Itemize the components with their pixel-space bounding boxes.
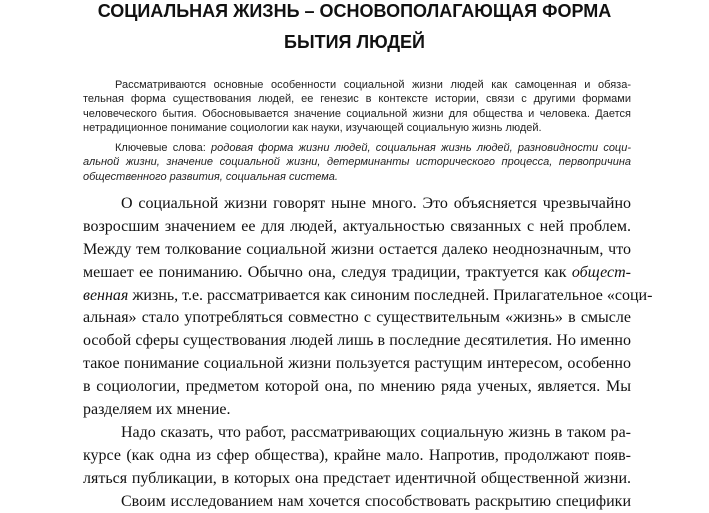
abstract-line: человеческого бытия. Обосновывается значение социальной жизни для общества и человека. Дается <box>83 107 631 120</box>
keywords-list: общественного развития, социальная система. <box>83 170 338 183</box>
body-line <box>83 262 631 285</box>
keywords-label: Ключевые слова: <box>115 142 212 154</box>
body-line: альная» стало употребляться совместно с существительным «жизнь» в смысле <box>83 309 631 327</box>
keywords-list: альной жизни, значение социальной жизни, детерминанты исторического процесса, первопричина <box>83 156 631 169</box>
abstract-line: Рассматриваются основные особенности социальной жизни людей как самоценная и обяза- <box>115 79 631 91</box>
keywords-line <box>83 155 631 169</box>
abstract-line: тельная форма существования людей, ее генезис в контексте истории, связи с другими формами <box>83 93 631 106</box>
body-line <box>83 285 653 308</box>
article-title-line-2: БЫТИЯ ЛЮДЕЙ <box>284 32 425 52</box>
body-line: курсе (как одна из сфер общества), крайне мало. Напротив, продолжают появ- <box>83 446 631 464</box>
article-body <box>83 193 653 513</box>
body-text: жизнь, т.е. рассматривается как синоним последней. Прилагательное «соци- <box>128 286 653 304</box>
keywords-list: родовая форма жизни людей, социальная жизнь людей, разновидности соци- <box>211 142 632 154</box>
emphasized-term: общест- <box>571 263 631 281</box>
keywords <box>83 141 631 184</box>
body-line: ляться публикации, в которых она предстает идентичной общественной жизни. <box>83 469 631 487</box>
article-title-line-1: СОЦИАЛЬНАЯ ЖИЗНЬ – ОСНОВОПОЛАГАЮЩАЯ ФОРМА <box>97 1 612 21</box>
abstract <box>83 78 631 136</box>
body-text: мешает ее пониманию. Обычно она, следуя традиции, трактуется как <box>83 263 572 281</box>
emphasized-term: венная <box>83 286 129 304</box>
body-line: Надо сказать, что работ, рассматривающих социальную жизнь в таком ра- <box>121 423 631 441</box>
keywords-line <box>83 141 631 155</box>
abstract-line: нетрадиционное понимание социологии как науки, изучающей социальную жизнь людей. <box>83 122 542 135</box>
body-line: Между тем толкование социальной жизни остается далеко неоднозначным, что <box>83 240 631 258</box>
body-line: возросшим значением ее для людей, актуальностью связанных с ней проблем. <box>83 217 631 235</box>
body-line: Своим исследованием нам хочется способствовать раскрытию специфики <box>121 492 631 510</box>
body-line: особой сферы существования людей лишь в последние десятилетия. Но именно <box>83 332 631 350</box>
body-line: О социальной жизни говорят ныне много. Это объясняется чрезвычайно <box>121 195 631 212</box>
keywords-line <box>83 170 631 184</box>
body-line: такое понимание социальной жизни пользуется растущим интересом, особенно <box>83 355 631 373</box>
body-line: разделяем их мнение. <box>83 401 231 419</box>
body-line: в социологии, предметом которой она, по мнению ряда ученых, является. Мы <box>83 378 631 396</box>
